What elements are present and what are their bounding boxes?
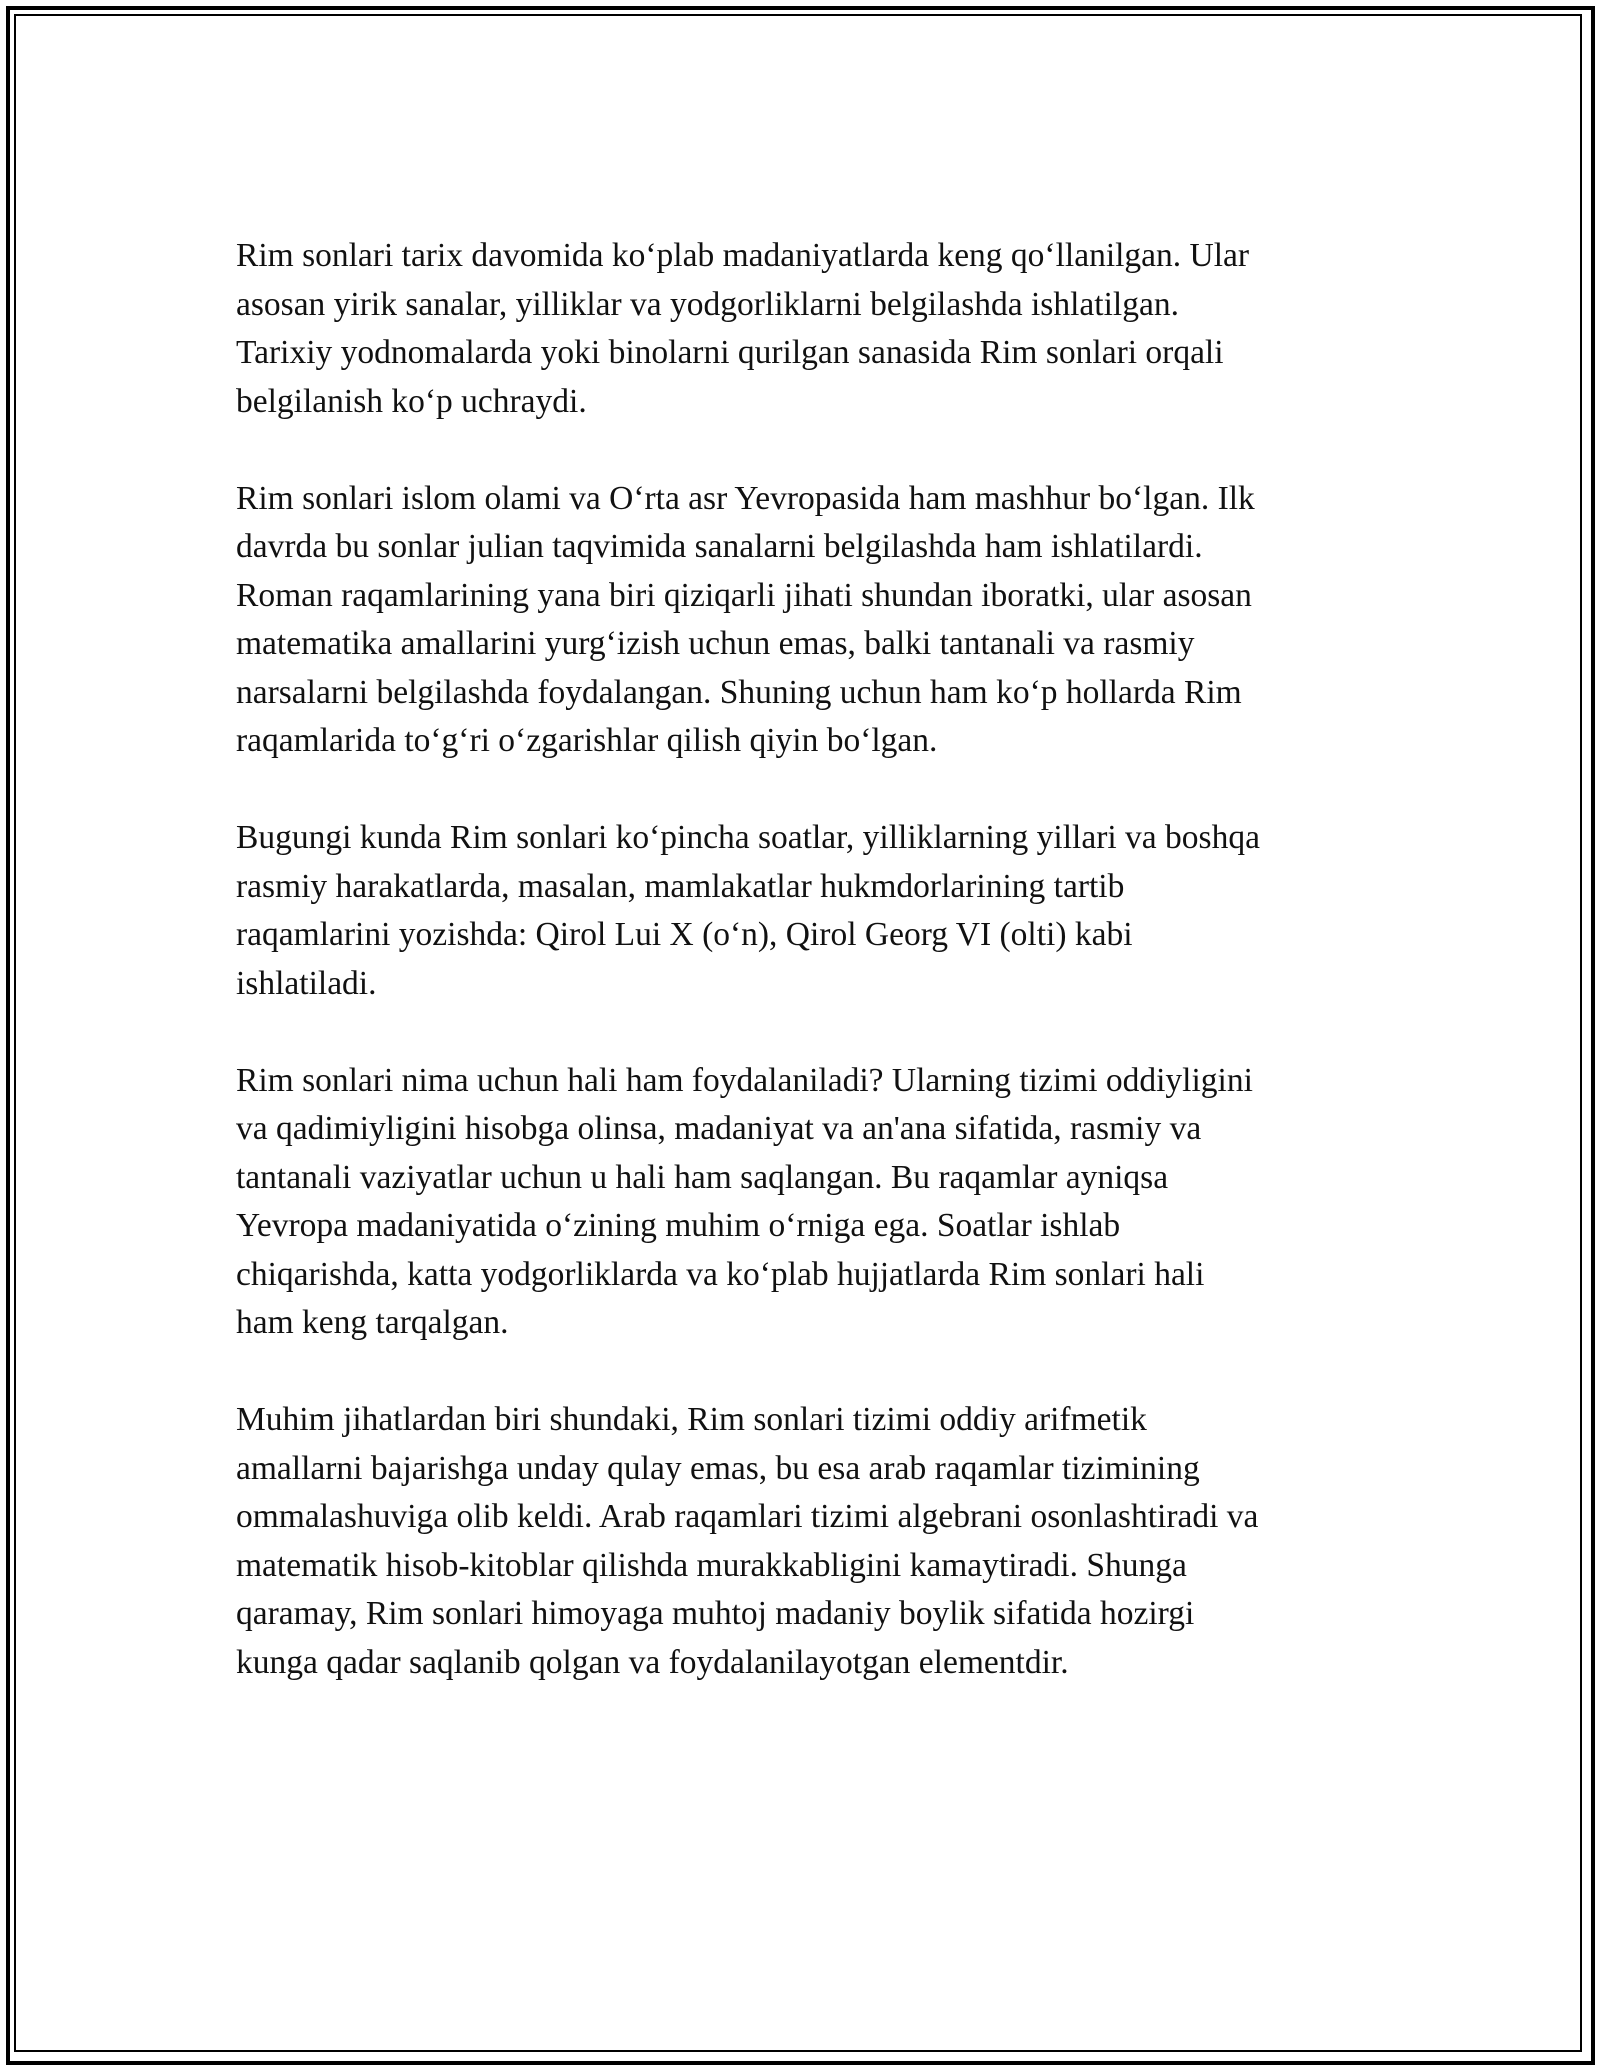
paragraph-5: Muhim jihatlardan biri shundaki, Rim sonlari tizimi oddiy arifmetik amallarni bajarishga unday qulay emas, bu esa arab raqamlar tizimining ommalashuviga olib keldi. Arab raqamlari tizimi algebrani osonlashtiradi va matematik hisob-kitoblar qilishda murakkabligini kamaytiradi. Shunga qaramay, Rim sonlari himoyaga muhtoj madaniy boylik sifatida hozirgi kunga qadar saqlanib qolgan va foydalanilayotgan elementdir. [236, 1401, 1259, 1681]
paragraph-2: Rim sonlari islom olami va Oʻrta asr Yevropasida ham mashhur boʻlgan. Ilk davrda bu sonlar julian taqvimida sanalarni belgilashda ham ishlatilardi. Roman raqamlarining yana biri qiziqarli jihati shundan iboratki, ular asosan matematika amallarini yurgʻizish uchun emas, balki tantanali va rasmiy narsalarni belgilashda foydalangan. Shuning uchun ham koʻp hollarda Rim raqamlarida toʻgʻri oʻzgarishlar qilish qiyin boʻlgan. [236, 479, 1255, 759]
document-body [236, 232, 1366, 1736]
paragraph-3: Bugungi kunda Rim sonlari koʻpincha soatlar, yilliklarning yillari va boshqa rasmiy harakatlarda, masalan, mamlakatlar hukmdorlarining tartib raqamlarini yozishda: Qirol Lui X (oʻn), Qirol Georg VI (olti) kabi ishlatiladi. [236, 819, 1260, 1002]
paragraph-1: Rim sonlari tarix davomida koʻplab madaniyatlarda keng qoʻllanilgan. Ular asosan yirik sanalar, yilliklar va yodgorliklarni belgilashda ishlatilgan. Tarixiy yodnomalarda yoki binolarni qurilgan sanasida Rim sonlari orqali belgilanish koʻp uchraydi. [236, 237, 1250, 420]
paragraph-4: Rim sonlari nima uchun hali ham foydalaniladi? Ularning tizimi oddiyligini va qadimiyligini hisobga olinsa, madaniyat va an'ana sifatida, rasmiy va tantanali vaziyatlar uchun u hali ham saqlangan. Bu raqamlar ayniqsa Yevropa madaniyatida oʻzining muhim oʻrniga ega. Soatlar ishlab chiqarishda, katta yodgorliklarda va koʻplab hujjatlarda Rim sonlari hali ham keng tarqalgan. [236, 1061, 1253, 1341]
